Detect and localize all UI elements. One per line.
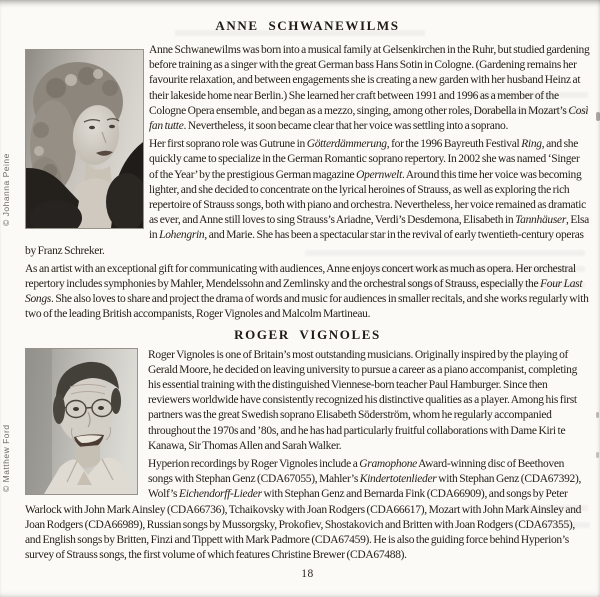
- roger-vignoles-photo: [26, 349, 137, 494]
- section-heading-roger: ROGER VIGNOLES: [234, 326, 381, 342]
- bio-paragraph: Roger Vignoles is one of Britain’s most outstanding musicians. Originally inspired by the playing of Gerald Moore, he decided on leaving university to pursue a career as a piano accompanist, completing his essential training with the distinguished Viennese-born teacher Paul Hamburger. Since then reviewers worldwide have consistently recognized his distinctive qualities as a player. Among his first partners was the great Swedish soprano Elisabeth Söderström, whom he regularly accompanied throughout the 1970s and ’80s, and he has had particularly fruitful collaborations with Dame Kiri te Kanawa, Sir Thomas Allen and Sarah Walker.: [148, 348, 578, 452]
- bio-paragraph: Hyperion recordings by Roger Vignoles include a Gramophone Award-winning disc of Beethoven songs with Stephan Genz (CDA67055), Mahler’s Kindertotenlieder with Stephan Genz (CDA67392), Wolf’s Eichendorff-Lieder with Stephan Genz and Bernarda Fink (CDA66909), and songs by Peter Warlock with John Mark Ainsley (CDA66736), Tchaikovsky with Joan Rodgers (CDA66617), Mozart with John Mark Ainsley and Joan Rodgers (CDA66989), Russian songs by Mussorgsky, Prokofiev, Shostakovich and Britten with Joan Rodgers (CDA67355), and English songs by Britten, Finzi and Tippett with Mark Padmore (CDA67459). He is also the guiding force behind Hyperion’s survey of Strauss songs, the first volume of which features Christine Brewer (CDA67488).: [25, 458, 582, 562]
- page-edge-mark: [596, 452, 599, 458]
- anne-schwanewilms-photo: [26, 50, 143, 228]
- bio-paragraph: As an artist with an exceptional gift for communicating with audiences, Anne enjoys concert work as much as opera. Her orchestral repertory includes symphonies by Mahler, Mendelssohn and Zemlinsky and the orchestral songs of Strauss, especially the Four Last Songs. She also loves to share and project the drama of words and music for audiences in smaller recitals, and she works regularly with two of the leading British accompanists, Roger Vignoles and Malcolm Martineau.: [25, 262, 589, 321]
- bio-section-roger-vignoles: [1, 326, 590, 564]
- page-number: 18: [301, 567, 314, 580]
- bio-paragraph: Her first soprano role was Gutrune in Götterdämmerung, for the 1996 Bayreuth Festival Ring, and she quickly came to specialize in the German Romantic soprano repertory. In 2002 she was named ‘Singer of the Year’ by the prestigious German magazine Opernwelt. Around this time her voice was becoming lighter, and she decided to concentrate on the lyrical heroines of Strauss, as well as exploring the rich repertoire of Strauss songs, both with piano and orchestra. Nevertheless, her voice remained as dramatic as ever, and Anne still loves to sing Strauss’s Ariadne, Verdi’s Desdemona, Elisabeth in Tannhäuser, Elsa in Lohengrin, and Marie. She has been a spectacular star in the revival of early twentieth-century operas by Franz Schreker.: [25, 138, 589, 257]
- photo-credit-anne: © Johanna Peine: [1, 153, 11, 226]
- bio-paragraph: Anne Schwanewilms was born into a musical family at Gelsenkirchen in the Ruhr, but studied gardening before training as a singer with the great German bass Hans Sotin in Cologne. (Gardening remains her favourite relaxation, and between engagements she is creating a new garden with her husband Heinz at their lakeside home near Berlin.) She learned her craft between 1991 and 1996 as a member of the Cologne Opera ensemble, and began as a mezzo, singing, among other roles, Dorabella in Mozart’s Così fan tutte. Nevertheless, it soon became clear that her voice was settling into a soprano.: [149, 44, 590, 133]
- page-edge-mark: [596, 412, 599, 418]
- roger-photo-figure: [1, 349, 137, 494]
- page-edge-mark: [596, 112, 600, 121]
- bio-section-anne-schwanewilms: [1, 18, 590, 323]
- photo-credit-roger: © Matthew Ford: [1, 424, 11, 492]
- section-heading-anne: ANNE SCHWANEWILMS: [215, 18, 400, 33]
- anne-photo-figure: [1, 50, 143, 228]
